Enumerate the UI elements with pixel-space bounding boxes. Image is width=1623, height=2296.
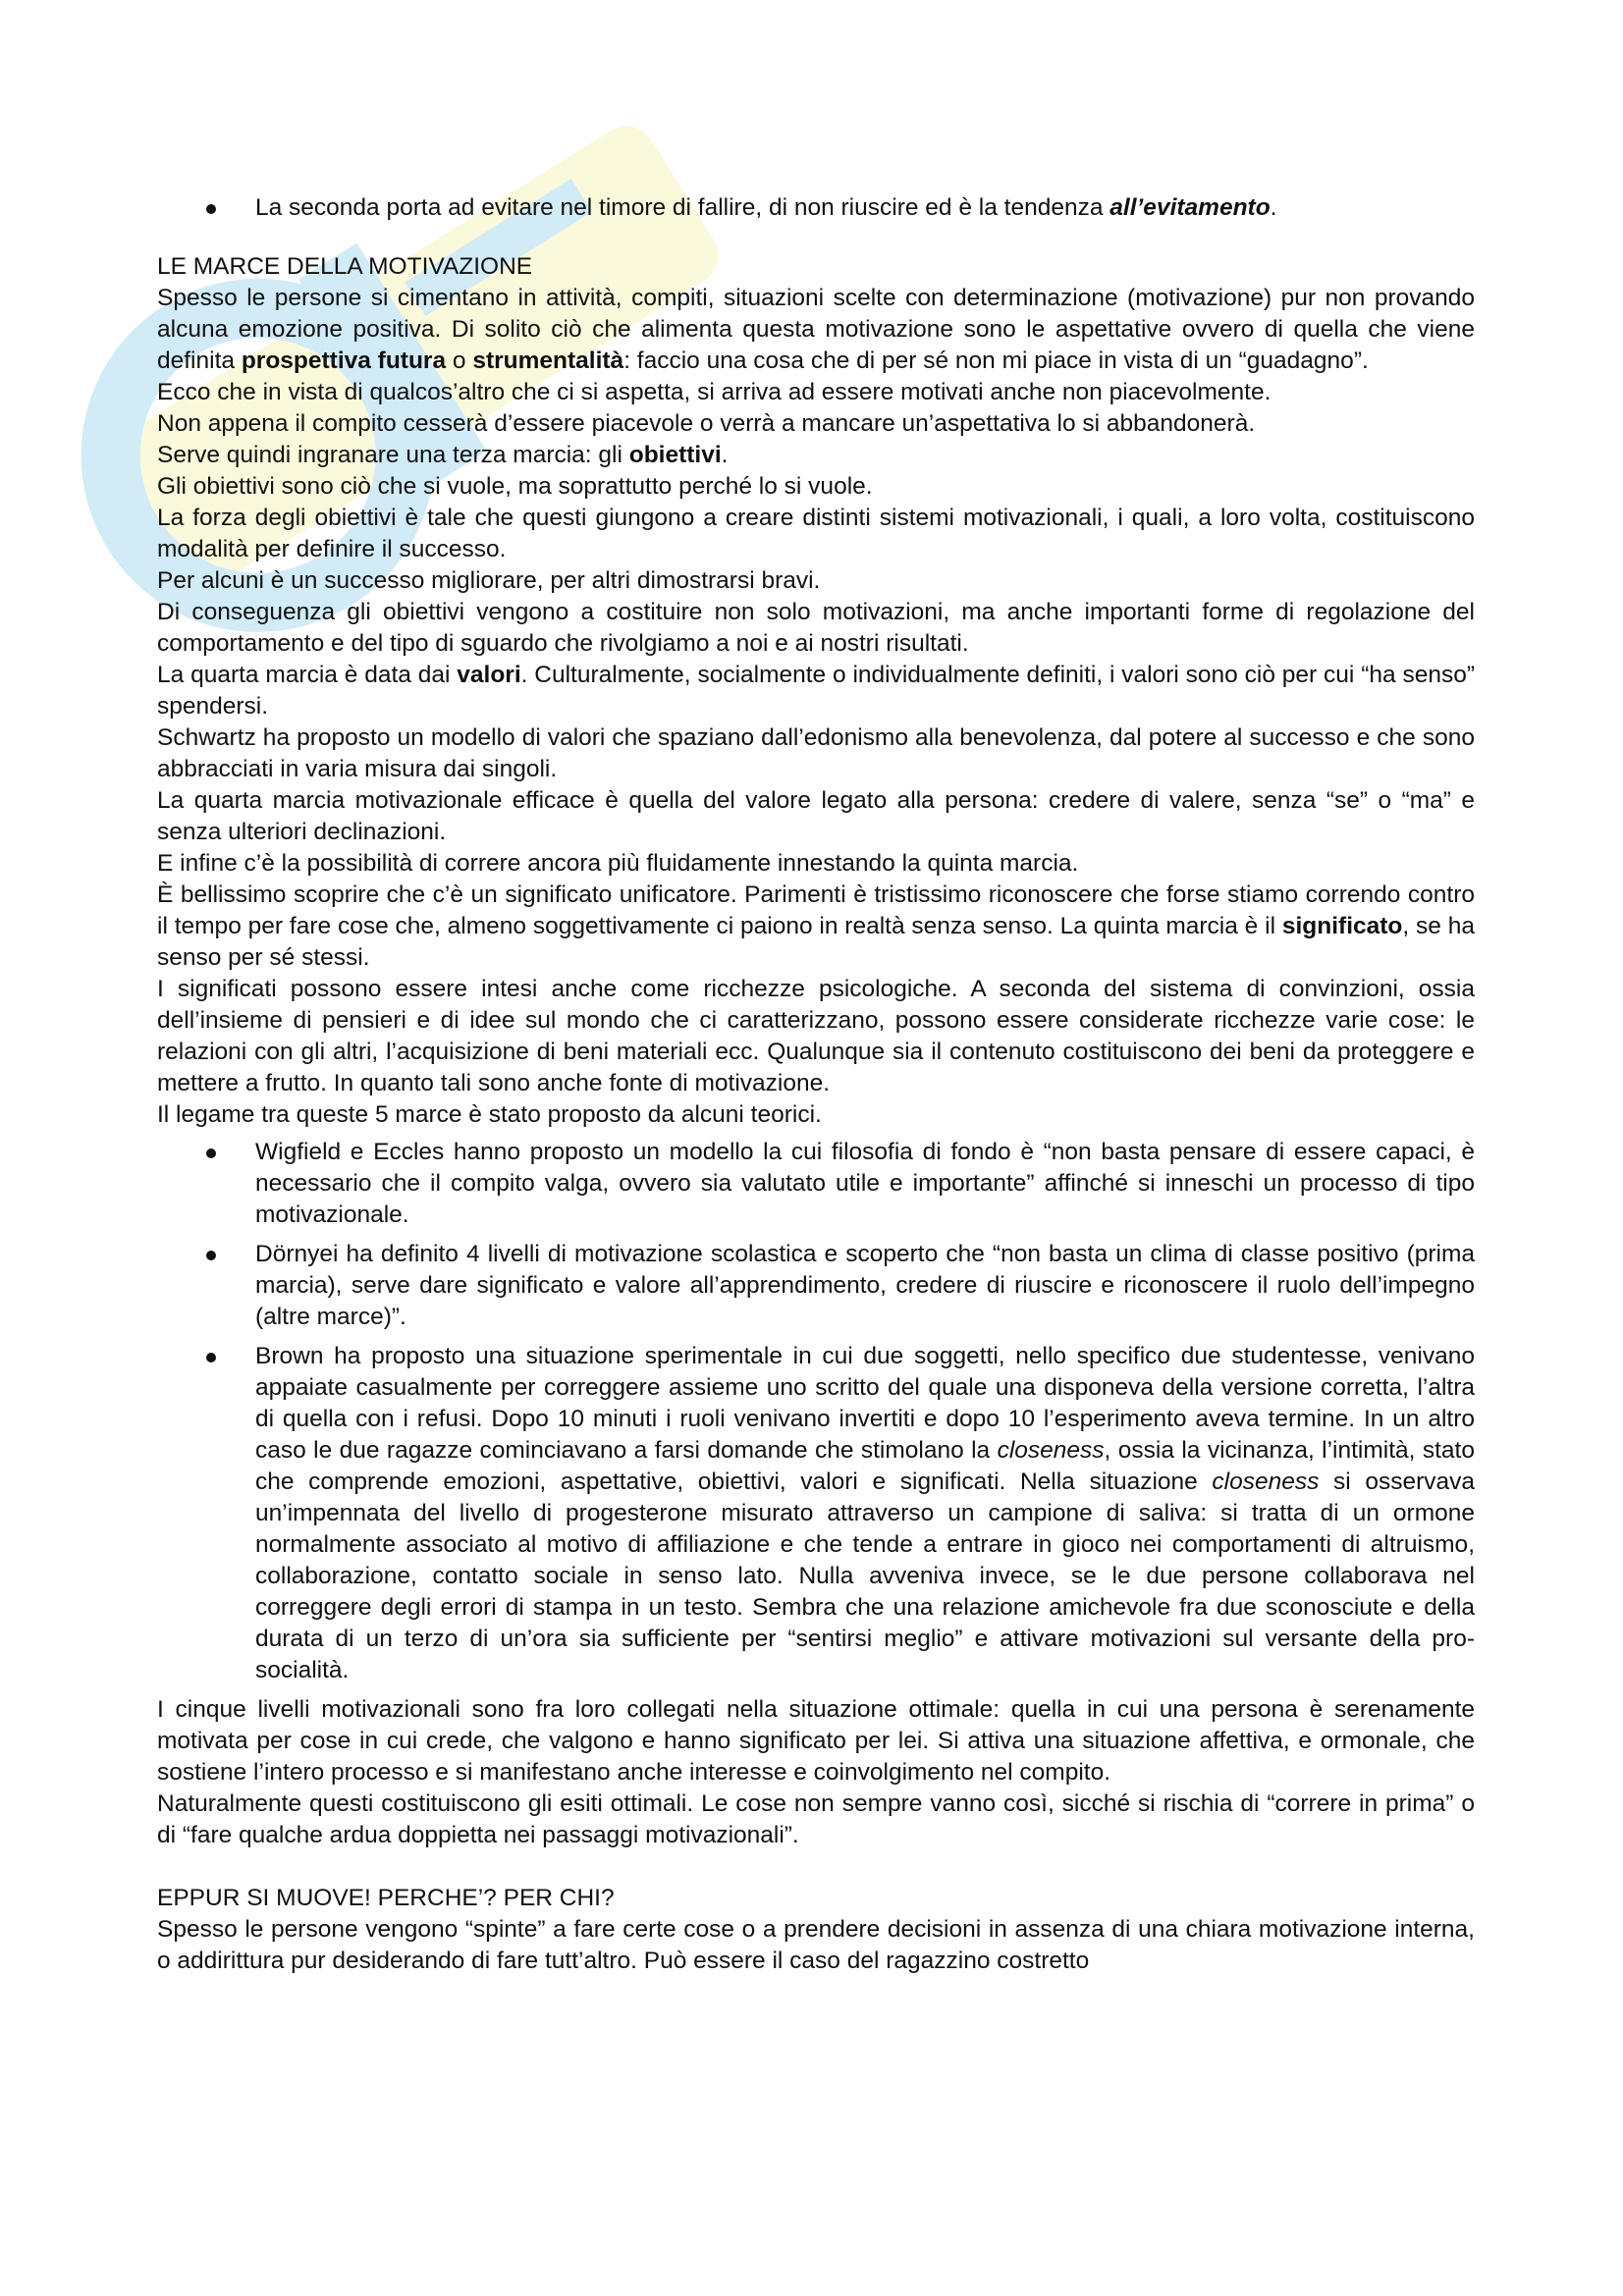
- paragraph: Spesso le persone vengono “spinte” a fare certe cose o a prendere decisioni in assenza di una chiara motivazione interna, o addirittura pur desiderando di fare tutt’altro. Può essere il caso del ragazzino costretto: [157, 1916, 1475, 1974]
- bullet-icon: [206, 1148, 216, 1158]
- paragraph: Per alcuni è un successo migliorare, per altri dimostrarsi bravi.: [157, 567, 821, 594]
- paragraph: Naturalmente questi costituiscono gli esiti ottimali. Le cose non sempre vanno così, sicché si rischia di “correre in prima” o di “fare qualche ardua doppietta nei passaggi motivazionali”.: [157, 1790, 1475, 1848]
- paragraph: Spesso le persone si cimentano in attività, compiti, situazioni scelte con determinazione (motivazione) pur non provando alcuna emozione positiva. Di solito ciò che alimenta questa motivazione sono le aspettative ovvero di quella che viene definita prospettiva futura o strumentalità: faccio una cosa che di per sé non mi piace in vista di un “guadagno”.: [157, 285, 1475, 374]
- bullet-icon: [206, 1251, 216, 1260]
- paragraph: E infine c’è la possibilità di correre ancora più fluidamente innestando la quinta marcia.: [157, 850, 1079, 877]
- list-item: Dörnyei ha definito 4 livelli di motivazione scolastica e scoperto che “non basta un clima di classe positivo (prima marcia), serve dare significato e valore all’apprendimento, credere di riuscire e riconoscere il ruolo dell’impegno (altre marce)”.: [157, 1239, 1475, 1333]
- paragraph: Di conseguenza gli obiettivi vengono a costituire non solo motivazioni, ma anche importanti forme di regolazione del comportamento e del tipo di sguardo che rivolgiamo a noi e ai nostri risultati.: [157, 599, 1475, 657]
- paragraph: Ecco che in vista di qualcos’altro che ci si aspetta, si arriva ad essere motivati anche non piacevolmente.: [157, 379, 1271, 405]
- bullet-icon: [206, 204, 216, 214]
- paragraph: La quarta marcia motivazionale efficace è quella del valore legato alla persona: credere di valere, senza “se” o “ma” e senza ulteriori declinazioni.: [157, 787, 1475, 845]
- paragraph: Non appena il compito cesserà d’essere piacevole o verrà a mancare un’aspettativa lo si abbandonerà.: [157, 410, 1256, 437]
- paragraph: La quarta marcia è data dai valori. Culturalmente, socialmente o individualmente definiti, i valori sono ciò per cui “ha senso” spendersi.: [157, 662, 1475, 720]
- paragraph: Il legame tra queste 5 marce è stato proposto da alcuni teorici.: [157, 1101, 822, 1128]
- bullet-list: [157, 1137, 1475, 1686]
- paragraph: I cinque livelli motivazionali sono fra loro collegati nella situazione ottimale: quella in cui una persona è serenamente motivata per cose in cui crede, che valgono e hanno significato per lei. Si attiva una situazione affettiva, e ormonale, che sostiene l’intero processo e si manifestano anche interesse e coinvolgimento nel compito.: [157, 1696, 1475, 1786]
- paragraph: Serve quindi ingranare una terza marcia: gli obiettivi.: [157, 442, 729, 468]
- list-item: Wigfield e Eccles hanno proposto un modello la cui filosofia di fondo è “non basta pensare di essere capaci, è necessario che il compito valga, ovvero sia valutato utile e importante” affinché si inneschi un processo di tipo motivazionale.: [157, 1137, 1475, 1231]
- document-page: [157, 192, 1475, 1977]
- paragraph: Gli obiettivi sono ciò che si vuole, ma soprattutto perché lo si vuole.: [157, 473, 873, 500]
- intro-bullet-list: [157, 192, 1475, 224]
- list-item: La seconda porta ad evitare nel timore di fallire, di non riuscire ed è la tendenza all’evitamento.: [157, 192, 1475, 224]
- section-title: LE MARCE DELLA MOTIVAZIONE: [157, 253, 533, 280]
- list-item: Brown ha proposto una situazione sperimentale in cui due soggetti, nello specifico due studentesse, venivano appaiate casualmente per correggere assieme uno scritto del quale una disponeva della versione corretta, l’altra di quella con i refusi. Dopo 10 minuti i ruoli venivano invertiti e dopo 10 l’esperimento aveva termine. In un altro caso le due ragazze cominciavano a farsi domande che stimolano la closeness, ossia la vicinanza, l’intimità, stato che comprende emozioni, aspettative, obiettivi, valori e significati. Nella situazione closeness si osservava un’impennata del livello di progesterone misurato attraverso un campione di saliva: si tratta di un ormone normalmente associato al motivo di affiliazione e che tende a entrare in gioco nei comportamenti di altruismo, collaborazione, contatto sociale in senso lato. Nulla avveniva invece, se le due persone collaborava nel correggere degli errori di stampa in un testo. Sembra che una relazione amichevole fra due sconosciute e della durata di un terzo di un’ora sia sufficiente per “sentirsi meglio” e attivare motivazioni sul versante della pro-socialità.: [157, 1341, 1475, 1686]
- paragraph: La forza degli obiettivi è tale che questi giungono a creare distinti sistemi motivazionali, i quali, a loro volta, costituiscono modalità per definire il successo.: [157, 505, 1475, 562]
- paragraph: È bellissimo scoprire che c’è un significato unificatore. Parimenti è tristissimo riconoscere che forse stiamo correndo contro il tempo per fare cose che, almeno soggettivamente ci paiono in realtà senza senso. La quinta marcia è il significato, se ha senso per sé stessi.: [157, 881, 1475, 971]
- paragraph: I significati possono essere intesi anche come ricchezze psicologiche. A seconda del sistema di convinzioni, ossia dell’insieme di pensieri e di idee sul mondo che ci caratterizzano, possono essere considerate ricchezze varie cose: le relazioni con gli altri, l’acquisizione di beni materiali ecc. Qualunque sia il contenuto costituiscono dei beni da proteggere e mettere a frutto. In quanto tali sono anche fonte di motivazione.: [157, 976, 1475, 1096]
- paragraph: Schwartz ha proposto un modello di valori che spaziano dall’edonismo alla benevolenza, dal potere al successo e che sono abbracciati in varia misura dai singoli.: [157, 724, 1475, 782]
- section-title: EPPUR SI MUOVE! PERCHE’? PER CHI?: [157, 1885, 615, 1911]
- bullet-icon: [206, 1353, 216, 1362]
